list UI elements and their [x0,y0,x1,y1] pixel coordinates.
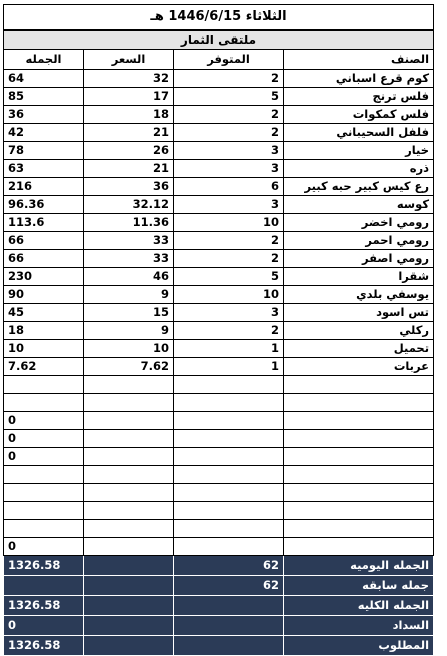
total-cell: 42 [4,124,84,142]
table-row [4,448,434,466]
total-cell [4,484,84,502]
price-cell: 33 [84,232,174,250]
summary-row [4,636,434,656]
item-cell [284,538,434,556]
summary-qty [174,636,284,656]
summary-total: 1326.58 [4,596,84,616]
item-cell: فلفل السحيباني [284,124,434,142]
total-cell: 0 [4,448,84,466]
column-header-qty: المتوفر [174,50,284,70]
qty-cell: 3 [174,196,284,214]
qty-cell: 2 [174,70,284,88]
table-row [4,340,434,358]
qty-cell [174,484,284,502]
item-cell: تحميل [284,340,434,358]
column-header-total: الجمله [4,50,84,70]
qty-cell: 10 [174,214,284,232]
item-cell: خيار [284,142,434,160]
item-cell [284,430,434,448]
page-title: الثلاثاء 1446/6/15 هـ [4,5,434,31]
table-row [4,412,434,430]
table-row [4,268,434,286]
qty-cell [174,412,284,430]
qty-cell: 5 [174,268,284,286]
item-cell: كوم قرع اسباني [284,70,434,88]
item-cell [284,466,434,484]
total-cell [4,394,84,412]
qty-cell [174,520,284,538]
item-cell: فلس ترنج [284,88,434,106]
summary-total [4,576,84,596]
price-cell: 26 [84,142,174,160]
qty-cell: 2 [174,250,284,268]
qty-cell [174,394,284,412]
qty-cell: 3 [174,142,284,160]
total-cell: 36 [4,106,84,124]
summary-empty-cell [84,576,174,596]
price-cell: 7.62 [84,358,174,376]
table-row [4,430,434,448]
summary-row [4,596,434,616]
table-row [4,484,434,502]
table-row [4,124,434,142]
item-cell [284,484,434,502]
item-cell: ذره [284,160,434,178]
table-row [4,70,434,88]
table-row [4,232,434,250]
item-cell: عربات [284,358,434,376]
item-cell [284,376,434,394]
price-cell [84,538,174,556]
summary-label: السداد [284,616,434,636]
table-row [4,322,434,340]
summary-qty [174,616,284,636]
table-row [4,160,434,178]
price-cell [84,466,174,484]
price-cell [84,448,174,466]
total-cell: 0 [4,430,84,448]
table-row [4,250,434,268]
qty-cell [174,538,284,556]
table-row [4,286,434,304]
summary-total: 1326.58 [4,556,84,576]
summary-empty-cell [84,616,174,636]
total-cell: 0 [4,538,84,556]
price-cell: 10 [84,340,174,358]
qty-cell: 1 [174,340,284,358]
qty-cell: 5 [174,88,284,106]
price-cell [84,502,174,520]
total-cell [4,520,84,538]
total-cell: 66 [4,232,84,250]
subtitle-row [4,30,434,50]
price-cell: 17 [84,88,174,106]
table-row [4,358,434,376]
total-cell: 7.62 [4,358,84,376]
table-row [4,142,434,160]
table-row [4,178,434,196]
total-cell [4,466,84,484]
summary-label: الجمله اليوميه [284,556,434,576]
summary-row [4,576,434,596]
price-cell [84,520,174,538]
price-cell [84,394,174,412]
item-cell [284,394,434,412]
price-cell: 18 [84,106,174,124]
qty-cell [174,466,284,484]
summary-label: الجمله الكليه [284,596,434,616]
column-header-price: السعر [84,50,174,70]
total-cell: 216 [4,178,84,196]
qty-cell: 2 [174,124,284,142]
total-cell: 64 [4,70,84,88]
item-cell [284,448,434,466]
summary-total: 1326.58 [4,636,84,656]
summary-row [4,556,434,576]
summary-label: جمله سابقه [284,576,434,596]
summary-total: 0 [4,616,84,636]
invoice-sheet [3,4,434,656]
qty-cell [174,448,284,466]
total-cell: 66 [4,250,84,268]
summary-empty-cell [84,596,174,616]
table-row [4,394,434,412]
price-cell [84,376,174,394]
item-cell [284,502,434,520]
price-cell: 11.36 [84,214,174,232]
total-cell: 18 [4,322,84,340]
price-cell [84,484,174,502]
table-row [4,538,434,556]
item-cell: شقرا [284,268,434,286]
total-cell: 85 [4,88,84,106]
price-cell: 15 [84,304,174,322]
price-cell: 9 [84,286,174,304]
item-cell: رومي اصفر [284,250,434,268]
item-cell: رومي احمر [284,232,434,250]
qty-cell: 2 [174,322,284,340]
price-cell [84,430,174,448]
price-cell: 32.12 [84,196,174,214]
qty-cell: 2 [174,232,284,250]
table-row [4,304,434,322]
table-row [4,520,434,538]
table-row [4,106,434,124]
qty-cell: 3 [174,304,284,322]
table-row [4,196,434,214]
summary-qty: 62 [174,556,284,576]
table-row [4,376,434,394]
item-cell [284,412,434,430]
total-cell: 63 [4,160,84,178]
summary-empty-cell [84,556,174,576]
title-row [4,5,434,31]
summary-qty [174,596,284,616]
table-row [4,88,434,106]
summary-label: المطلوب [284,636,434,656]
item-cell: رع كيس كبير حبه كبير [284,178,434,196]
total-cell [4,502,84,520]
column-header-item: الصنف [284,50,434,70]
price-cell: 21 [84,160,174,178]
total-cell: 96.36 [4,196,84,214]
qty-cell [174,430,284,448]
total-cell: 90 [4,286,84,304]
table-row [4,214,434,232]
price-cell: 46 [84,268,174,286]
total-cell [4,376,84,394]
qty-cell: 3 [174,160,284,178]
qty-cell [174,376,284,394]
qty-cell: 1 [174,358,284,376]
column-header-row [4,50,434,70]
price-cell: 33 [84,250,174,268]
total-cell: 0 [4,412,84,430]
table-row [4,502,434,520]
summary-empty-cell [84,636,174,656]
total-cell: 78 [4,142,84,160]
store-name: ملتقى الثمار [4,30,434,50]
price-cell: 21 [84,124,174,142]
price-cell: 36 [84,178,174,196]
item-cell: ركلي [284,322,434,340]
price-cell [84,412,174,430]
item-cell: فلس كمكوات [284,106,434,124]
summary-row [4,616,434,636]
total-cell: 45 [4,304,84,322]
qty-cell [174,502,284,520]
qty-cell: 10 [174,286,284,304]
qty-cell: 2 [174,106,284,124]
item-cell: كوسه [284,196,434,214]
table-row [4,466,434,484]
total-cell: 230 [4,268,84,286]
price-cell: 32 [84,70,174,88]
item-cell: يوسفي بلدي [284,286,434,304]
price-cell: 9 [84,322,174,340]
qty-cell: 6 [174,178,284,196]
total-cell: 113.6 [4,214,84,232]
item-cell: تس اسود [284,304,434,322]
item-cell: رومي اخضر [284,214,434,232]
total-cell: 10 [4,340,84,358]
summary-qty: 62 [174,576,284,596]
item-cell [284,520,434,538]
